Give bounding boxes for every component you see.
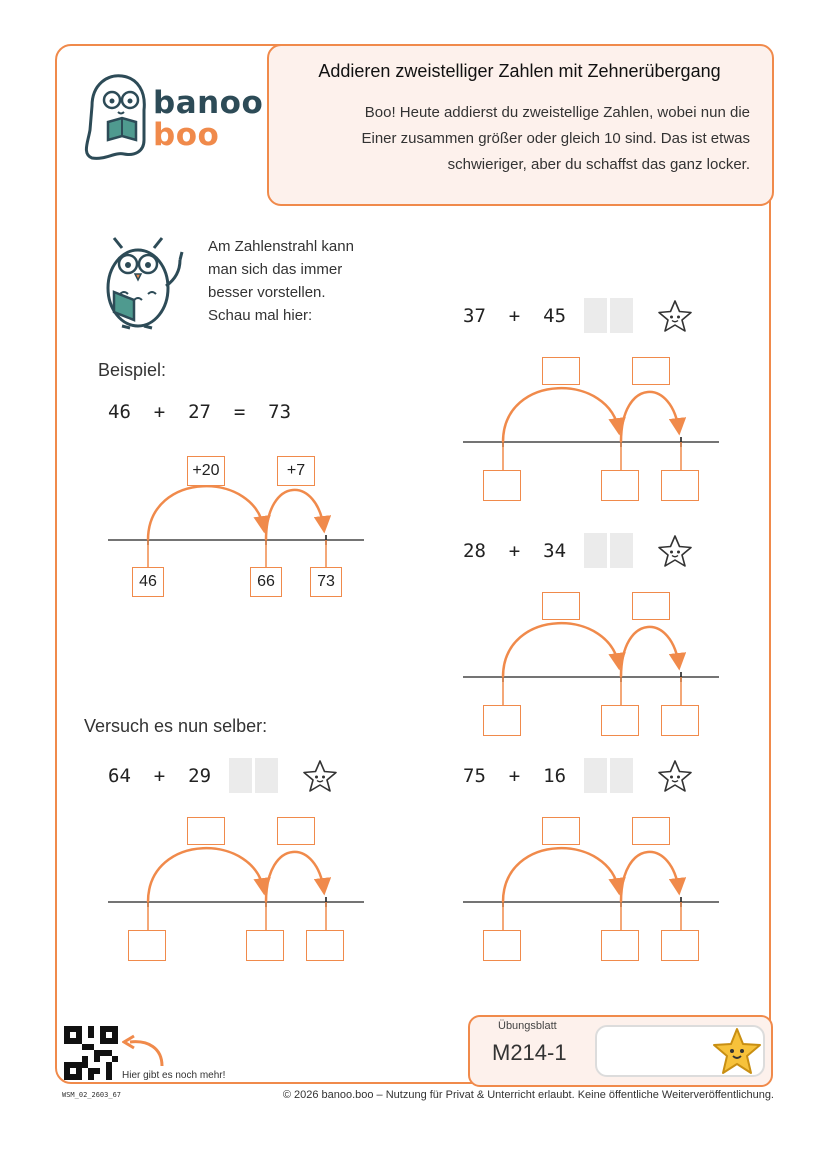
outline-star-icon — [657, 299, 693, 337]
intro-line: Boo! Heute addierst du zweistellige Zahlen, wobei nun die — [364, 104, 750, 121]
exercise-operand-a: 64 — [108, 765, 131, 787]
exercise-operand-a: 28 — [463, 540, 486, 562]
exercise-plus: + — [508, 305, 521, 327]
example-point-box-2: 66 — [250, 567, 282, 597]
logo-banoo: banoo — [153, 85, 264, 121]
answer-digit-box[interactable] — [229, 758, 252, 793]
doc-id: WSM_02_2603_67 — [62, 1091, 122, 1099]
exercise-operand-b: 29 — [188, 765, 212, 787]
point-answer-box[interactable] — [483, 930, 521, 961]
intro-line: Einer zusammen größer oder gleich 10 sind. Das ist etwas — [361, 130, 750, 147]
jump-answer-box[interactable] — [187, 817, 225, 845]
owl-hint-line: man sich das immer — [208, 261, 343, 278]
owl-mascot-icon — [100, 228, 200, 338]
sheet-code: M214-1 — [492, 1040, 567, 1065]
jump-answer-box[interactable] — [542, 817, 580, 845]
exercise-equation — [108, 765, 245, 787]
spacer — [520, 540, 543, 562]
outline-star-icon — [657, 534, 693, 572]
spacer — [486, 305, 509, 327]
jump-answer-box[interactable] — [632, 817, 670, 845]
exercise-plus: + — [153, 765, 166, 787]
exercise-plus: + — [508, 540, 521, 562]
intro-line: schwieriger, aber du schaffst das ganz locker. — [447, 156, 750, 173]
answer-digit-box[interactable] — [584, 298, 607, 333]
sheet-label: Übungsblatt — [498, 1020, 557, 1032]
spacer — [520, 305, 543, 327]
point-answer-box[interactable] — [483, 470, 521, 501]
ghost-mascot-icon — [78, 70, 156, 166]
example-label: Beispiel: — [98, 360, 167, 380]
exercise-operand-b: 16 — [543, 765, 567, 787]
intro-text — [300, 100, 750, 178]
outline-star-icon — [657, 759, 693, 797]
copyright: © 2026 banoo.boo – Nutzung für Privat & Unterricht erlaubt. Keine öffentliche Weiterveröffentlichung. — [282, 1089, 774, 1101]
spacer — [520, 765, 543, 787]
owl-hint-line: besser vorstellen. — [208, 284, 326, 301]
jump-answer-box[interactable] — [542, 357, 580, 385]
answer-digit-box[interactable] — [610, 298, 633, 333]
point-answer-box[interactable] — [601, 470, 639, 501]
point-answer-box[interactable] — [661, 705, 699, 736]
spacer — [486, 765, 509, 787]
answer-digit-box[interactable] — [584, 533, 607, 568]
outline-star-icon — [302, 759, 338, 797]
answer-digit-box[interactable] — [255, 758, 278, 793]
point-answer-box[interactable] — [601, 705, 639, 736]
logo-boo: boo — [153, 117, 220, 153]
point-answer-box[interactable] — [128, 930, 166, 961]
point-answer-box[interactable] — [246, 930, 284, 961]
point-answer-box[interactable] — [601, 930, 639, 961]
answer-digit-box[interactable] — [610, 533, 633, 568]
example-equation: 46 + 27 = 73 — [108, 401, 292, 423]
owl-hint-text — [208, 235, 398, 327]
exercise-equation — [463, 765, 600, 787]
exercise-equation — [463, 540, 600, 562]
jump-answer-box[interactable] — [632, 357, 670, 385]
qr-hint: Hier gibt es noch mehr! — [122, 1070, 226, 1081]
owl-hint-line: Am Zahlenstrahl kann — [208, 238, 354, 255]
example-point-box-3: 73 — [310, 567, 342, 597]
answer-digit-box[interactable] — [584, 758, 607, 793]
example-jump-box-1: +20 — [187, 456, 225, 486]
exercise-operand-b: 45 — [543, 305, 567, 327]
owl-hint-line: Schau mal hier: — [208, 307, 313, 324]
answer-digit-box[interactable] — [610, 758, 633, 793]
jump-answer-box[interactable] — [632, 592, 670, 620]
spacer — [486, 540, 509, 562]
exercise-operand-b: 34 — [543, 540, 567, 562]
spacer — [165, 765, 188, 787]
spacer — [131, 765, 154, 787]
point-answer-box[interactable] — [661, 470, 699, 501]
exercise-plus: + — [508, 765, 521, 787]
worksheet-title: Addieren zweistelliger Zahlen mit Zehnerübergang — [318, 61, 721, 81]
point-answer-box[interactable] — [661, 930, 699, 961]
exercise-operand-a: 75 — [463, 765, 486, 787]
exercise-operand-a: 37 — [463, 305, 486, 327]
jump-answer-box[interactable] — [542, 592, 580, 620]
jump-answer-box[interactable] — [277, 817, 315, 845]
curved-arrow-icon — [122, 1034, 168, 1072]
example-point-box-1: 46 — [132, 567, 164, 597]
practice-label: Versuch es nun selber: — [84, 716, 268, 736]
example-jump-box-2: +7 — [277, 456, 315, 486]
exercise-equation — [463, 305, 600, 327]
qr-code-icon — [64, 1026, 118, 1084]
point-answer-box[interactable] — [483, 705, 521, 736]
smiling-star-icon — [711, 1027, 763, 1079]
point-answer-box[interactable] — [306, 930, 344, 961]
